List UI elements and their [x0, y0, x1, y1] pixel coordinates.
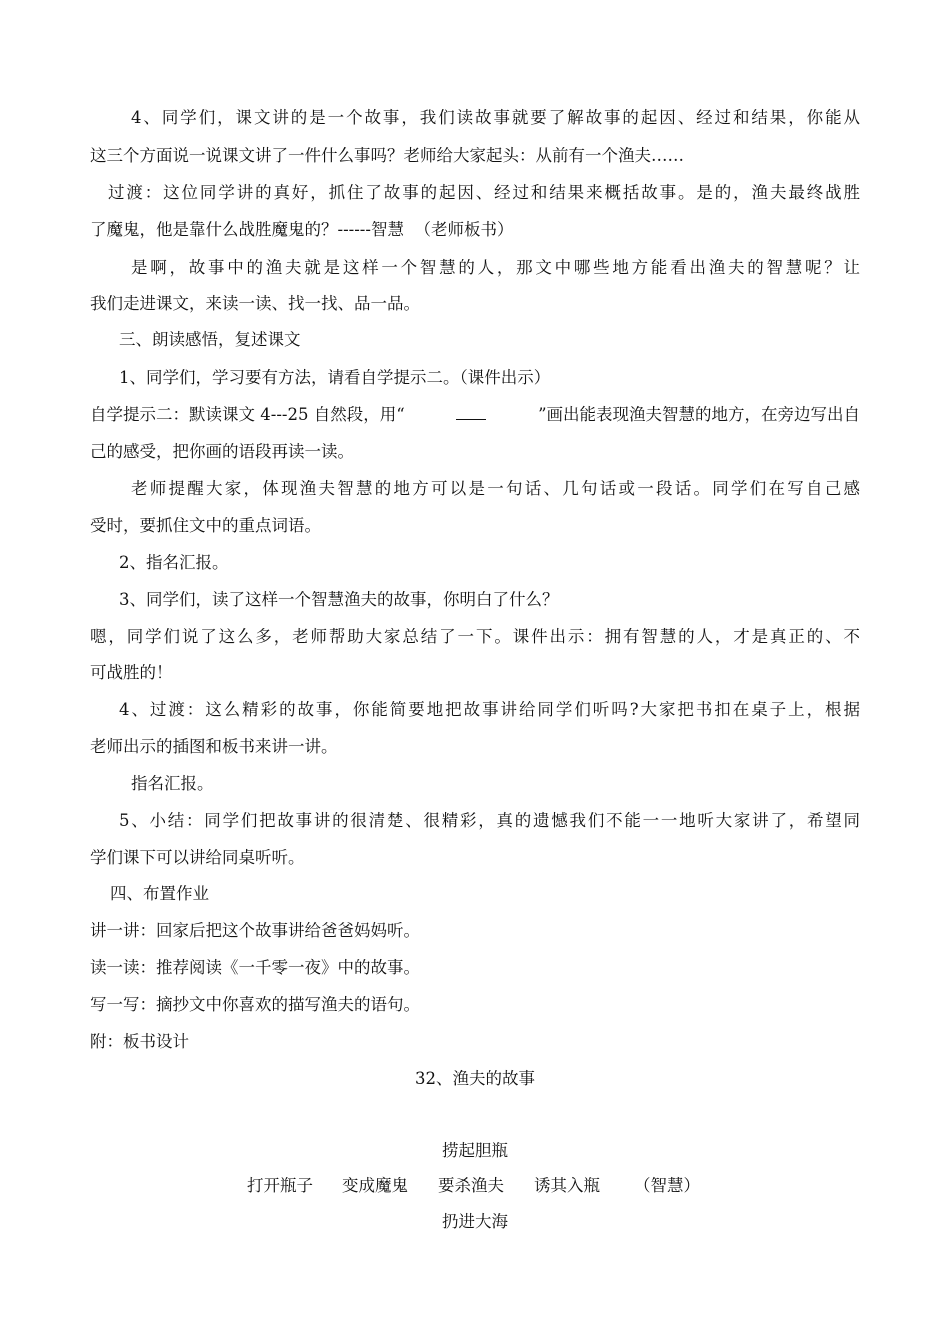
board-title: 32、渔夫的故事: [415, 1069, 535, 1088]
hint2-line1-before: 自学提示二：默读课文 4---25 自然段，用“: [90, 405, 405, 424]
item3: 3、同学们，读了这样一个智慧渔夫的故事，你明白了什么？: [119, 590, 559, 609]
hint2-line1: [90, 405, 860, 425]
board-top: 捞起胆瓶: [442, 1141, 508, 1160]
board-middle-2: 变成魔鬼: [342, 1176, 408, 1195]
transition1-line1: 过渡：这位同学讲的真好，抓住了故事的起因、经过和结果来概括故事。是的，渔夫最终战胜: [108, 183, 860, 202]
item4-line1: 4、过渡：这么精彩的故事，你能简要地把故事讲给同学们听吗?大家把书扣在桌子上，根据: [119, 700, 860, 719]
item5-line1: 5、小结：同学们把故事讲的很清楚、很精彩，真的遗憾我们不能一一地听大家讲了，希望同: [119, 811, 860, 830]
para2-line1: 是啊，故事中的渔夫就是这样一个智慧的人，那文中哪些地方能看出渔夫的智慧呢？让: [131, 258, 860, 277]
underline-blank: [456, 405, 486, 420]
section4-heading: 四、布置作业: [110, 884, 209, 903]
board-middle-1: 打开瓶子: [247, 1176, 313, 1195]
item5-line2: 学们课下可以讲给同桌听听。: [90, 848, 305, 867]
homework-item: 写一写：摘抄文中你喜欢的描写渔夫的语句。: [90, 995, 420, 1014]
transition1-line2: 了魔鬼，他是靠什么战胜魔鬼的？------智慧 （老师板书）: [90, 220, 514, 239]
board-middle-4: 诱其入瓶: [534, 1176, 600, 1195]
appendix: 附：板书设计: [90, 1032, 189, 1051]
reminder-line2: 受时，要抓住文中的重点词语。: [90, 516, 321, 535]
board-middle-5: （智慧）: [634, 1176, 700, 1195]
item4-line2: 老师出示的插图和板书来讲一讲。: [90, 737, 338, 756]
hint2-line2: 己的感受，把你画的语段再读一读。: [90, 442, 354, 461]
summary-line2: 可战胜的！: [90, 663, 173, 682]
para1-line2: 这三个方面说一说课文讲了一件什么事吗？老师给大家起头：从前有一个渔夫……: [90, 146, 684, 165]
board-bottom: 扔进大海: [442, 1212, 508, 1231]
homework-item: 读一读：推荐阅读《一千零一夜》中的故事。: [90, 958, 420, 977]
para2-line2: 我们走进课文，来读一读、找一找、品一品。: [90, 294, 420, 313]
item2: 2、指名汇报。: [119, 553, 229, 572]
board-middle-3: 要杀渔夫: [438, 1176, 504, 1195]
hint2-line1-after: ”画出能表现渔夫智慧的地方，在旁边写出自: [538, 405, 860, 424]
para1-line1: 4、同学们，课文讲的是一个故事，我们读故事就要了解故事的起因、经过和结果，你能从: [131, 108, 860, 127]
section3-heading: 三、朗读感悟，复述课文: [119, 330, 301, 349]
item1: 1、同学们，学习要有方法，请看自学提示二。（课件出示）: [119, 368, 551, 387]
homework-item: 讲一讲：回家后把这个故事讲给爸爸妈妈听。: [90, 921, 420, 940]
reminder-line1: 老师提醒大家，体现渔夫智慧的地方可以是一句话、几句话或一段话。同学们在写自己感: [131, 479, 860, 498]
summary-line1: 嗯，同学们说了这么多，老师帮助大家总结了一下。课件出示：拥有智慧的人，才是真正的、不: [90, 627, 860, 646]
report: 指名汇报。: [131, 774, 214, 793]
